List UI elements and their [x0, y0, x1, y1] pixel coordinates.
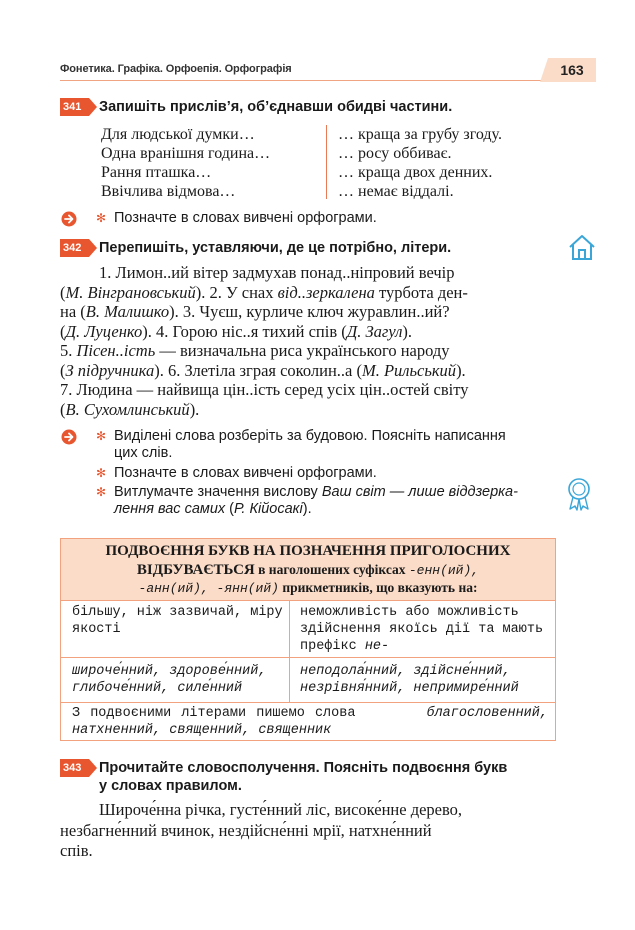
text-run: в наголошених суфіксах — [254, 562, 409, 577]
cell-line — [72, 705, 548, 722]
text-run: ( — [60, 321, 66, 341]
proverb-endings — [338, 125, 502, 201]
proverb-end: … краща за грубу згоду. — [338, 126, 502, 143]
proverb-end: … краща двох денних. — [338, 164, 493, 181]
proverb-start: Рання пташка… — [101, 164, 212, 181]
proverb-start: Одна вранішня година… — [101, 145, 271, 162]
task-note: Позначте в словах вивчені орфограми. — [114, 210, 377, 226]
text-run: ВІДБУВАЄТЬСЯ — [136, 562, 255, 578]
task-title: Запишіть прислів’я, об’єднавши обидві частини. — [99, 99, 453, 115]
proverb-start: Для людської думки… — [101, 126, 255, 143]
task-text — [60, 263, 556, 419]
author-name: М. Вінграновський — [65, 282, 196, 302]
text-run: ). — [456, 360, 466, 380]
cell-line — [300, 638, 543, 655]
text-run: — визначальна риса українського народу — [155, 341, 450, 360]
cell-line: якості — [72, 622, 121, 637]
asterisk-icon: ✻ — [96, 485, 107, 499]
text-run: ). 3. Чуєш, курличе ключ журавлин..ий? — [169, 302, 450, 321]
text-run: 1. Лимон..ий вітер задмухав понад..ніпровий вечір — [99, 263, 455, 282]
proverb-start: Ввічлива відмова… — [101, 183, 236, 200]
cell-line: незрівня́нний, непримире́нний — [300, 681, 519, 696]
text-line — [60, 821, 556, 842]
author-name: Д. Луценко — [65, 321, 143, 341]
proverb-beginnings — [101, 125, 270, 201]
title-line: у словах правилом. — [99, 778, 242, 794]
cell-line: більшу, ніж зазвичай, міру — [72, 605, 283, 620]
quote: Ваш світ — лише віддзерка- — [321, 484, 518, 500]
asterisk-icon: ✻ — [96, 211, 107, 225]
example-word: благословенний, — [426, 706, 548, 721]
text-run: 7. Людина — найвища цін..ість серед усіх цін..остей світу — [60, 380, 469, 399]
rule-cell — [300, 604, 543, 655]
cell-line: глибоче́нний, силе́нний — [72, 681, 243, 696]
highlighted-word: Пісен..ість — [76, 341, 156, 360]
text-run: ). 2. У снах — [195, 282, 278, 302]
asterisk-icon: ✻ — [96, 466, 107, 480]
text-run: ( — [60, 399, 66, 419]
task-note — [114, 484, 518, 518]
author-name: Р. Кійосакі — [234, 501, 303, 517]
cell-line: натхненний, священний, священник — [72, 723, 332, 738]
task-text — [60, 800, 556, 862]
prefix: не- — [364, 639, 390, 654]
task-note: Позначте в словах вивчені орфограми. — [114, 465, 377, 481]
proverb-end: … росу оббиває. — [338, 145, 452, 162]
author-name: М. Рильський — [361, 360, 457, 380]
note-line: цих слів. — [114, 445, 173, 461]
text-run: префікс — [300, 639, 365, 654]
highlighted-word: від..зеркалена — [277, 282, 375, 302]
rule-cell — [72, 604, 283, 638]
text-run: Витлумачте значення вислову — [114, 484, 322, 500]
table-divider — [289, 600, 290, 702]
table-divider — [61, 702, 555, 703]
text-run: прикметників, що вказують на: — [278, 580, 478, 595]
task-title: Перепишіть, уставляючи, де це потрібно, літери. — [99, 240, 452, 256]
text-line — [60, 302, 556, 322]
asterisk-icon: ✻ — [96, 429, 107, 443]
text-line — [60, 361, 556, 381]
rule-bottom-note — [72, 705, 548, 739]
column-divider — [326, 125, 327, 199]
medal-icon — [566, 477, 592, 511]
rule-examples — [300, 663, 519, 697]
table-divider — [61, 657, 555, 658]
author-name: В. Малишко — [85, 302, 170, 321]
title-line: Прочитайте словосполучення. Поясніть подвоєння букв — [99, 760, 508, 776]
text-run: ). 4. Горою ніс..я тихий спів ( — [142, 321, 347, 341]
text-run: спів. — [60, 841, 93, 860]
text-line — [60, 380, 556, 400]
suffix: -анн(ий), -янн(ий) — [138, 581, 279, 596]
text-run: незбагне́нний вчинок, нездійсне́нні мрії, натхне́нний — [60, 820, 432, 840]
note-line: Виділені слова розберіть за будовою. Поясніть написання — [114, 428, 506, 444]
rule-heading: ПОДВОЄННЯ БУКВ НА ПОЗНАЧЕННЯ ПРИГОЛОСНИХ — [105, 543, 511, 559]
text-run: ). — [189, 399, 200, 419]
note-line — [114, 501, 518, 518]
text-line — [60, 800, 556, 821]
task-note — [114, 428, 506, 462]
text-run: ). — [402, 321, 413, 341]
text-run: ). — [302, 501, 312, 517]
task-title — [99, 759, 507, 795]
running-header: Фонетика. Графіка. Орфоепія. Орфографія — [60, 63, 292, 75]
author-name: Д. Загул — [346, 321, 403, 341]
text-line — [60, 341, 556, 361]
text-line — [60, 841, 556, 862]
note-line — [114, 484, 518, 501]
rule-heading — [61, 579, 555, 597]
text-run: 5. — [60, 341, 77, 360]
cell-line: неможливість або можливість — [300, 605, 519, 620]
cell-line: неподола́нний, здійсне́нний, — [300, 664, 511, 679]
source-name: З підручника — [65, 360, 155, 380]
arrow-circle-icon — [61, 429, 77, 445]
quote: лення вас самих — [114, 501, 226, 517]
cell-line: широче́нний, здорове́нний, — [72, 664, 267, 679]
house-icon — [567, 232, 597, 262]
header-rule — [60, 80, 556, 81]
task-number-badge: 342 — [60, 239, 89, 257]
suffix: -енн(ий), — [408, 563, 480, 578]
text-line — [60, 400, 556, 420]
text-run: турбота ден- — [374, 282, 468, 302]
text-run: Широче́нна річка, густе́нний ліс, високе́нне дерево, — [99, 800, 463, 819]
task-number-badge: 343 — [60, 759, 89, 777]
text-run: ( — [60, 360, 66, 380]
rule-examples — [72, 663, 266, 697]
rule-heading — [61, 561, 555, 579]
text-line — [60, 263, 556, 283]
text-line — [60, 283, 556, 303]
page-number: 163 — [548, 58, 596, 82]
task-number-badge: 341 — [60, 98, 89, 116]
arrow-circle-icon — [61, 211, 77, 227]
cell-line: здійснення якоїсь дії та мають — [300, 622, 544, 637]
text-run: З подвоєними літерами пишемо слова — [72, 706, 356, 721]
text-run: ). 6. Злетіла зграя соколин..а ( — [154, 360, 362, 380]
text-run: ( — [225, 501, 234, 517]
proverb-end: … немає віддалі. — [338, 183, 454, 200]
text-line — [60, 322, 556, 342]
text-run: на ( — [60, 302, 86, 321]
author-name: В. Сухомлинський — [65, 399, 190, 419]
text-run: ( — [60, 282, 66, 302]
table-divider — [61, 600, 555, 601]
